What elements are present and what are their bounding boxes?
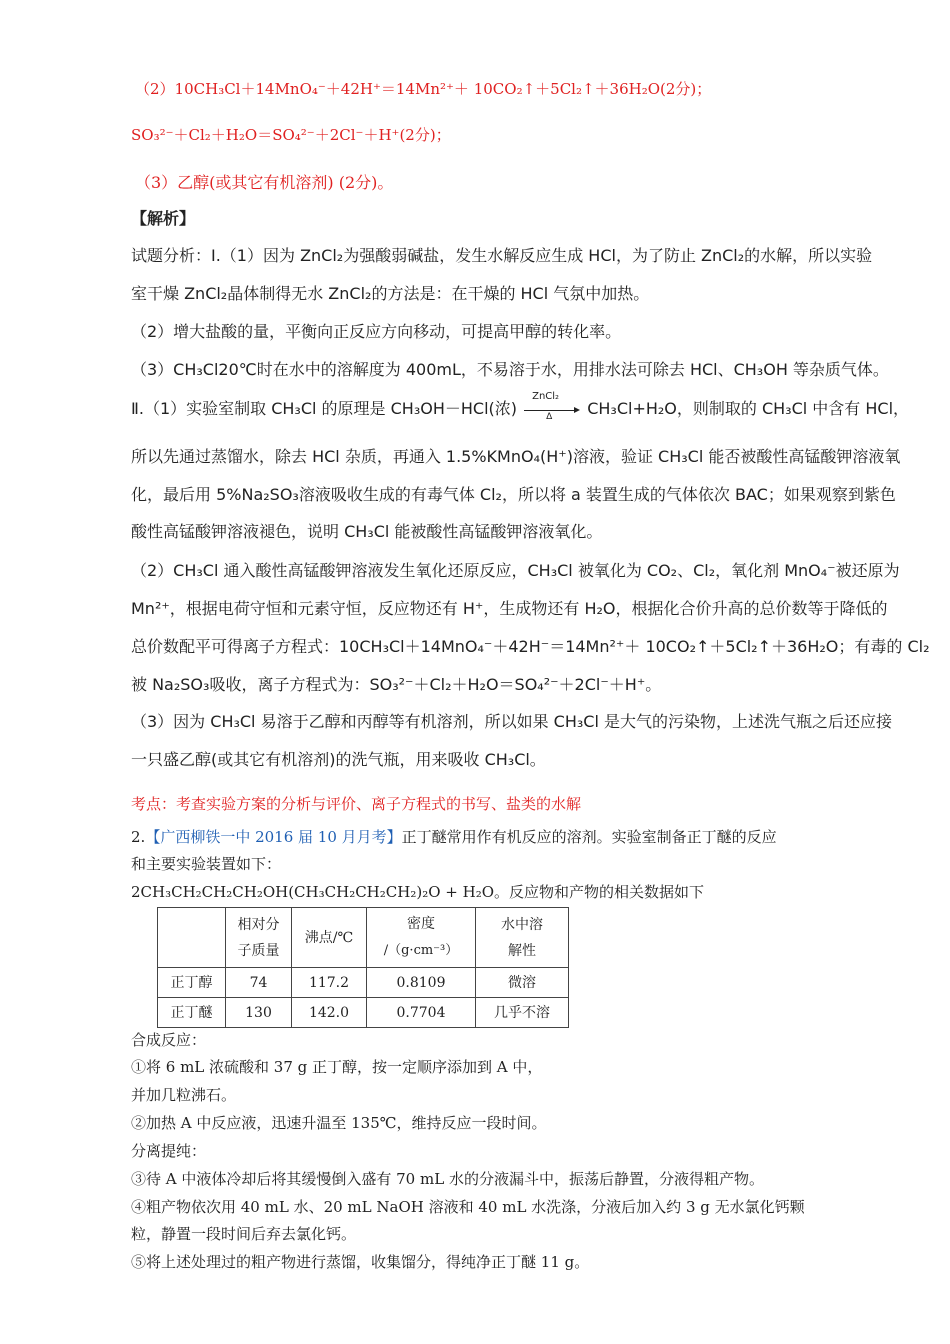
analysis-line: 一只盛乙醇(或其它有机溶剂)的洗气瓶，用来吸收 CH₃Cl。 (131, 750, 546, 769)
answer-3: （3）乙醇(或其它有机溶剂) (2分)。 (135, 173, 394, 192)
table-cell: 正丁醇 (158, 968, 226, 998)
table-header-solubility: 水中溶 解性 (476, 908, 569, 968)
kaodian: 考点：考查实验方案的分析与评价、离子方程式的书写、盐类的水解 (131, 795, 582, 813)
table-header-density: 密度 /（g·cm⁻³） (367, 908, 476, 968)
analysis-line: （3）CH₃Cl20℃时在水中的溶解度为 400mL，不易溶于水，用排水法可除去 HCl、CH₃OH 等杂质气体。 (131, 360, 889, 379)
analysis-line-reaction (131, 390, 910, 422)
step: ②加热 A 中反应液，迅速升温至 135℃，维持反应一段时间。 (131, 1114, 547, 1132)
table-cell: 0.7704 (367, 998, 476, 1028)
step: ④粗产物依次用 40 mL 水、20 mL NaOH 溶液和 40 mL 水洗涤，分液后加入约 3 g 无水氯化钙颗 (131, 1198, 805, 1216)
step: ⑤将上述处理过的粗产物进行蒸馏，收集馏分，得纯净正丁醚 11 g。 (131, 1253, 590, 1271)
analysis-line: （2）增大盐酸的量，平衡向正反应方向移动，可提高甲醇的转化率。 (131, 322, 622, 341)
step: 并加几粒沸石。 (131, 1086, 237, 1104)
question-number: 2. (131, 828, 146, 846)
step-heading: 合成反应： (131, 1031, 207, 1049)
table-cell: 142.0 (292, 998, 367, 1028)
table-cell: 130 (226, 998, 292, 1028)
reaction-left: Ⅱ.（1）实验室制取 CH₃Cl 的原理是 CH₃OH－HCl(浓) (131, 399, 518, 418)
analysis-line: 被 Na₂SO₃吸收，离子方程式为：SO₃²⁻＋Cl₂＋H₂O＝SO₄²⁻＋2Cl⁻＋H⁺。 (131, 675, 662, 694)
properties-table (157, 907, 569, 1028)
answer-2-equation-b: SO₃²⁻＋Cl₂＋H₂O＝SO₄²⁻＋2Cl⁻＋H⁺(2分)； (131, 126, 451, 144)
step: 粒，静置一段时间后弃去氯化钙。 (131, 1225, 357, 1243)
analysis-heading: 【解析】 (131, 209, 196, 228)
question-source: 【广西柳铁一中 2016 届 10 月月考】 (145, 828, 402, 846)
analysis-line: 酸性高锰酸钾溶液褪色，说明 CH₃Cl 能被酸性高锰酸钾溶液氧化。 (131, 522, 603, 541)
table-cell: 117.2 (292, 968, 367, 998)
arrow-catalyst: ZnCl₂ (532, 390, 560, 402)
analysis-line: 室干燥 ZnCl₂晶体制得无水 ZnCl₂的方法是：在干燥的 HCl 气氛中加热。 (131, 284, 650, 303)
analysis-line: Mn²⁺，根据电荷守恒和元素守恒，反应物还有 H⁺，生成物还有 H₂O，根据化合价升高的总价数等于降低的 (131, 599, 888, 618)
analysis-line: 总价数配平可得离子方程式：10CH₃Cl＋14MnO₄⁻＋42H⁻＝14Mn²⁺＋ 10CO₂↑＋5Cl₂↑＋36H₂O；有毒的 Cl₂ (131, 637, 930, 656)
question-reaction: 2CH₃CH₂CH₂CH₂OH(CH₃CH₂CH₂CH₂)₂O + H₂O。反应物和产物的相关数据如下 (131, 883, 705, 901)
step: ③待 A 中液体冷却后将其缓慢倒入盛有 70 mL 水的分液漏斗中，振荡后静置，分液得粗产物。 (131, 1170, 764, 1188)
table-header-empty (158, 908, 226, 968)
step-heading: 分离提纯： (131, 1142, 207, 1160)
table-cell: 微溶 (476, 968, 569, 998)
table-cell: 正丁醚 (158, 998, 226, 1028)
analysis-line: 试题分析：Ⅰ.（1）因为 ZnCl₂为强酸弱碱盐，发生水解反应生成 HCl，为了防止 ZnCl₂的水解，所以实验 (131, 246, 873, 265)
table-cell: 0.8109 (367, 968, 476, 998)
analysis-line: （3）因为 CH₃Cl 易溶于乙醇和丙醇等有机溶剂，所以如果 CH₃Cl 是大气的污染物，上述洗气瓶之后还应接 (131, 712, 892, 731)
question-2-intro (131, 826, 777, 847)
step: ①将 6 mL 浓硫酸和 37 g 正丁醇，按一定顺序添加到 A 中， (131, 1058, 543, 1076)
answer-2-equation: （2）10CH₃Cl＋14MnO₄⁻＋42H⁺＝14Mn²⁺＋ 10CO₂↑＋5Cl₂↑＋36H₂O(2分)； (135, 80, 712, 98)
analysis-line: （2）CH₃Cl 通入酸性高锰酸钾溶液发生氧化还原反应，CH₃Cl 被氧化为 CO₂、Cl₂，氧化剂 MnO₄⁻被还原为 (131, 561, 900, 580)
analysis-line: 所以先通过蒸馏水，除去 HCl 杂质，再通入 1.5%KMnO₄(H⁺)溶液，验证 CH₃Cl 能否被酸性高锰酸钾溶液氧 (131, 447, 901, 466)
table-row (158, 998, 569, 1028)
table-header-mass: 相对分 子质量 (226, 908, 292, 968)
reaction-right: CH₃Cl+H₂O，则制取的 CH₃Cl 中含有 HCl， (587, 399, 910, 418)
question-text: 正丁醚常用作有机反应的溶剂。实验室制备正丁醚的反应 (401, 828, 777, 846)
table-header-bp: 沸点/℃ (292, 908, 367, 968)
reaction-arrow-icon (522, 390, 582, 422)
question-text: 和主要实验装置如下： (131, 855, 282, 873)
arrow-condition: Δ (546, 411, 553, 422)
arrow-bar (524, 410, 578, 411)
table-cell: 几乎不溶 (476, 998, 569, 1028)
analysis-line: 化，最后用 5%Na₂SO₃溶液吸收生成的有毒气体 Cl₂，所以将 a 装置生成的气体依次 BAC；如果观察到紫色 (131, 485, 896, 504)
table-cell: 74 (226, 968, 292, 998)
table-row (158, 968, 569, 998)
